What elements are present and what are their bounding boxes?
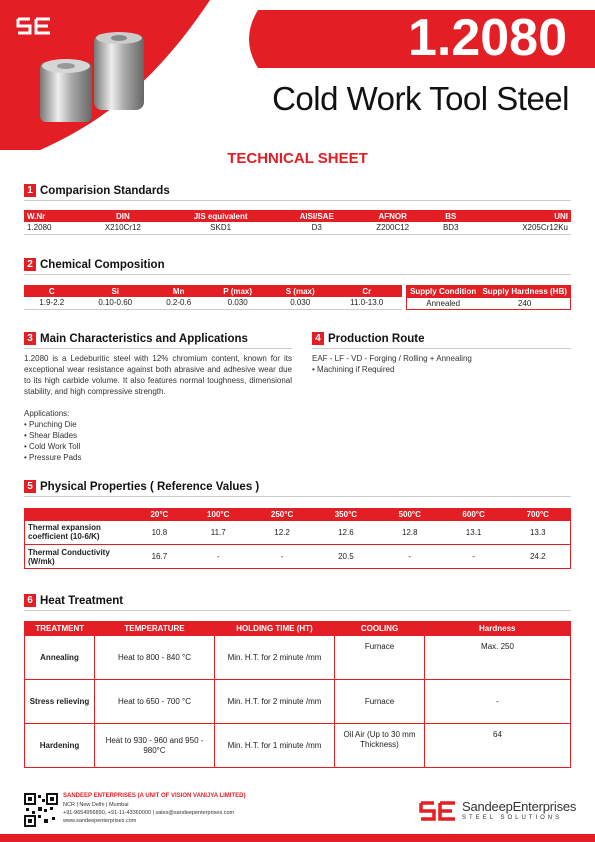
section-title: Main Characteristics and Applications xyxy=(40,332,248,345)
table-cell: Oil Air (Up to 30 mm Thickness) xyxy=(335,724,425,768)
table-header: C xyxy=(24,285,79,297)
table-header: 600°C xyxy=(442,509,506,521)
table-header: BS xyxy=(430,210,471,222)
treatment-name: Annealing xyxy=(25,636,95,680)
table-cell: 0.030 xyxy=(290,298,311,308)
table-cell: X205Cr12Ku xyxy=(522,223,568,233)
section-number: 1 xyxy=(24,184,36,197)
table-cell: Heat to 930 - 960 and 950 - 980°C xyxy=(95,724,215,768)
table-cell: 20.5 xyxy=(338,552,354,561)
section-number: 5 xyxy=(24,480,36,493)
table-cell: Heat to 650 - 700 °C xyxy=(95,680,215,724)
table-cell: 12.6 xyxy=(338,527,354,537)
table-header: UNI xyxy=(471,210,571,222)
table-header: JIS equivalent xyxy=(163,210,278,222)
table-cell: 13.3 xyxy=(529,527,546,537)
table-header: Cr xyxy=(332,285,402,297)
section-number: 6 xyxy=(24,594,36,607)
table-cell: - xyxy=(472,552,475,561)
table-cell: Z200C12 xyxy=(376,223,410,233)
table-cell: Min. H.T. for 1 minute /mm xyxy=(215,724,335,768)
section-number: 2 xyxy=(24,258,36,271)
table-cell: Furnace xyxy=(335,636,425,680)
table-cell: - xyxy=(216,552,220,561)
divider xyxy=(24,274,571,275)
footer-contact[interactable]: +91-9654956890, +91-11-43360000 | sales@sandeepenterprises.com xyxy=(63,810,235,816)
table-cell: 12.8 xyxy=(401,527,418,537)
table-cell: 13.1 xyxy=(465,527,482,537)
divider xyxy=(24,348,292,349)
table-header: AFNOR xyxy=(355,210,430,222)
table-header: Hardness xyxy=(425,622,571,636)
treatment-name: Stress relieving xyxy=(25,680,95,724)
brand-tagline: STEEL SOLUTIONS xyxy=(462,815,563,821)
physical-properties-table xyxy=(24,508,571,569)
section-4-heading xyxy=(312,332,424,345)
table-header: COOLING xyxy=(335,622,425,636)
section-title: Physical Properties ( Reference Values ) xyxy=(40,480,260,493)
table-cell: - xyxy=(280,552,284,561)
divider xyxy=(24,200,571,201)
table-cell: 10.8 xyxy=(151,527,168,537)
standards-table xyxy=(24,210,571,235)
composition-table xyxy=(24,285,402,310)
section-title: Production Route xyxy=(328,332,425,345)
table-header: S (max) xyxy=(269,285,332,297)
table-cell: Heat to 800 - 840 °C xyxy=(95,636,215,680)
table-cell: BD3 xyxy=(442,223,459,233)
material-title: Cold Work Tool Steel xyxy=(272,80,569,117)
page-footer xyxy=(0,787,595,842)
section-3-heading xyxy=(24,332,248,345)
table-header: HOLDING TIME (HT) xyxy=(215,622,335,636)
table-cell: 24.2 xyxy=(529,552,546,561)
table-header: P (max) xyxy=(206,285,268,297)
table-header: 250°C xyxy=(250,509,314,521)
footer-cities: NCR | New Delhi | Mumbai xyxy=(63,802,129,808)
list-item: • Punching Die xyxy=(24,420,77,429)
section-title: Chemical Composition xyxy=(40,258,165,271)
divider xyxy=(24,496,571,497)
footer-strip xyxy=(0,834,595,842)
page-header xyxy=(0,0,595,150)
footer-website[interactable]: www.sandeepenterprises.com xyxy=(63,818,137,824)
table-cell: 0.10-0.60 xyxy=(98,298,133,308)
table-cell: Min. H.T. for 2 minute /mm xyxy=(215,680,335,724)
section-1-heading xyxy=(24,184,170,197)
list-item: • Cold Work Toll xyxy=(24,442,81,451)
characteristics-paragraph: 1.2080 is a Ledeburitic steel with 12% chromium content, known for its exceptional wear resistance against both abrasive and adhesive wear due to its high carbide volume. It also features normal toughness, dimensional stability, and high compressive strength. xyxy=(24,354,292,396)
section-number: 3 xyxy=(24,332,36,345)
table-cell: 11.0-13.0 xyxy=(350,298,384,308)
table-cell: 240 xyxy=(517,298,532,308)
table-cell: Annealed xyxy=(426,298,461,308)
table-cell: Furnace xyxy=(335,680,425,724)
section-title: Comparision Standards xyxy=(40,184,170,197)
table-cell: 0.030 xyxy=(227,298,248,308)
brand-logo-icon xyxy=(418,799,458,823)
table-header: W.Nr xyxy=(24,210,83,222)
brand-name: SandeepEnterprises xyxy=(462,799,577,814)
table-header: AISI/SAE xyxy=(278,210,355,222)
table-cell: 1.2080 xyxy=(27,223,52,233)
grade-number: 1.2080 xyxy=(407,9,567,67)
table-cell: Max. 250 xyxy=(481,641,514,651)
section-number: 4 xyxy=(312,332,324,345)
table-cell: Min. H.T. for 2 minute /mm xyxy=(215,636,335,680)
table-header: 500°C xyxy=(378,509,442,521)
table-header: TREATMENT xyxy=(25,622,95,636)
list-item: • Shear Blades xyxy=(24,431,78,440)
table-header xyxy=(25,509,133,521)
table-header: 700°C xyxy=(506,509,571,521)
table-cell: 16.7 xyxy=(151,552,168,561)
steel-rods-image xyxy=(36,28,156,128)
list-item: • Pressure Pads xyxy=(24,453,82,462)
table-header: 20°C xyxy=(133,509,187,521)
section-2-heading xyxy=(24,258,165,271)
heat-treatment-table xyxy=(24,621,571,768)
row-label: Thermal Conductivity (W/mk) xyxy=(28,547,110,566)
treatment-name: Hardening xyxy=(25,724,95,768)
table-cell: D3 xyxy=(311,223,322,233)
table-header: Supply Condition xyxy=(407,286,480,298)
divider xyxy=(312,348,571,349)
table-cell: 12.2 xyxy=(274,527,290,537)
table-cell: - xyxy=(496,697,499,706)
table-cell: X210Cr12 xyxy=(104,223,141,233)
table-header: TEMPERATURE xyxy=(95,622,215,636)
table-header: Mn xyxy=(151,285,206,297)
divider xyxy=(24,610,571,611)
table-header: 350°C xyxy=(314,509,378,521)
row-label: Thermal expansion coefficient (10-6/K) xyxy=(28,523,101,542)
section-5-heading xyxy=(24,480,259,493)
table-cell: 11.7 xyxy=(210,527,226,537)
applications-label: Applications: xyxy=(24,409,70,418)
production-route-line: EAF - LF - VD - Forging / Rolling + Annealing xyxy=(312,354,472,363)
table-header: Supply Hardness (HB) xyxy=(479,286,570,298)
table-cell: SKD1 xyxy=(210,223,232,233)
table-header: Si xyxy=(79,285,150,297)
section-title: Heat Treatment xyxy=(40,594,124,607)
table-cell: 0.2-0.6 xyxy=(166,298,192,308)
table-cell: 64 xyxy=(493,730,502,739)
table-header: DIN xyxy=(83,210,164,222)
sheet-title: TECHNICAL SHEET xyxy=(227,150,368,167)
production-route-line: • Machining if Required xyxy=(312,365,395,374)
footer-company: SANDEEP ENTERPRISES (A UNIT OF VISION VANIJYA LIMITED) xyxy=(63,793,246,799)
qr-code-icon xyxy=(24,793,58,827)
supply-table xyxy=(406,285,571,310)
table-header: 100°C xyxy=(186,509,250,521)
table-cell: 1.9-2.2 xyxy=(39,298,65,308)
section-6-heading xyxy=(24,594,123,607)
table-cell: - xyxy=(408,552,412,561)
